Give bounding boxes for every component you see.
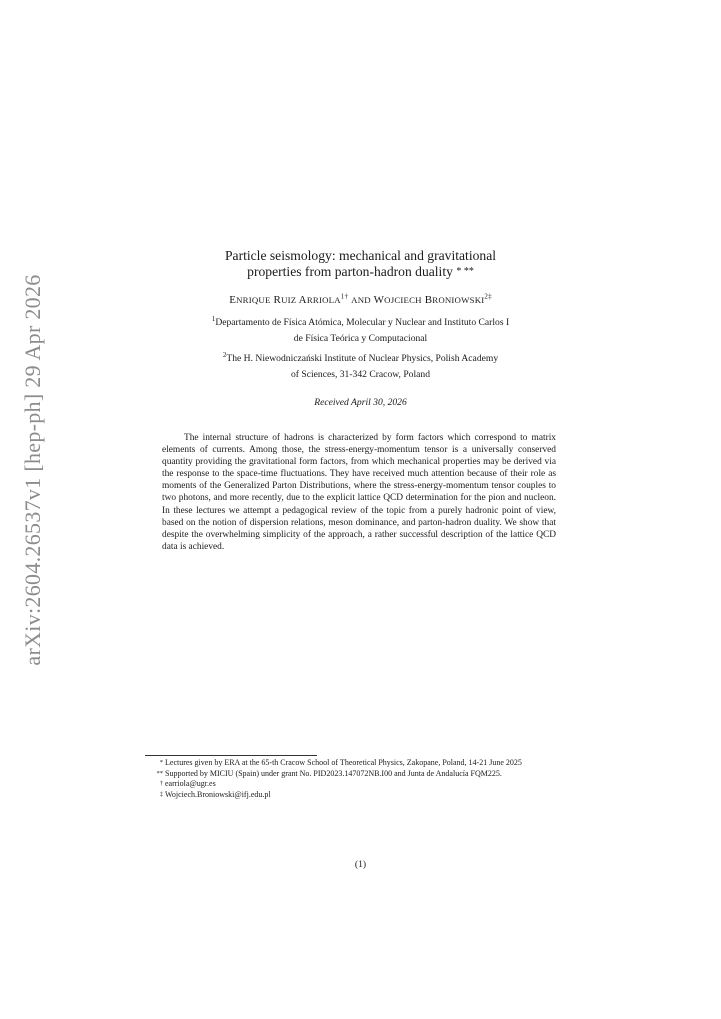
author-1: ENRIQUE RUIZ $ARRIOLA^{1\dagger}$ [229,292,349,306]
affiliation-2-line-2: of Sciences, 31-342 Cracow, Poland [291,369,430,380]
email-link-1[interactable]: earriola@ugr.es [165,779,216,789]
paper-title [0,248,721,280]
received-date: Received April 30, 2026 [314,397,407,408]
affiliation-1-line-2: de Física Teórica y Computacional [293,333,428,344]
footnote-item: ‡ Wojciech.Broniowski@ifj.edu.pl [159,789,271,799]
title-line-2: properties from parton-hadron duality * ** [247,264,474,279]
author-2: WOJCIECH $BRONIOWSKI^{2\ddagger}$ [373,292,492,306]
affiliation-2-line-1: $^2$The H. Niewodniczański Institute of Nuclear Physics, Polish Academy [222,350,499,364]
affiliation-1-line-1: $^1$Departamento de Física Atómica, Molecular y Nuclear and Instituto Carlos I [211,314,510,328]
footnote-rule [145,755,317,756]
affiliation-2 [0,351,721,383]
footnote-item: ** Supported by MICIU (Spain) under grant No. PID2023.147072NB.I00 and Junta de Andalucía FQM225. [156,768,502,778]
arxiv-id[interactable]: arXiv:2604.26537v1 [hep-ph] 29 Apr 2026 [20,274,45,666]
page-number: (1) [354,859,367,870]
footnotes [150,758,580,800]
title-line-1: Particle seismology: mechanical and gravitational [224,248,497,263]
author-conjunction: AND [351,295,371,305]
affiliation-1 [0,315,721,347]
title-footnote-marks: * ** [456,266,474,277]
email-link-2[interactable]: Wojciech.Broniowski@ifj.edu.pl [165,789,271,799]
footnote-item: † earriola@ugr.es [159,779,216,789]
abstract: The internal structure of hadrons is characterized by form factors which correspond to matrix elements of currents. Among those, the stress-energy-momentum tensor is a universally conserved quantity providing the gravitational form factors, from which mechanical properties may be derived via the response to the space-time fluctuations. They have received much attention because of their role as moments of the Generalized Parton Distributions, where the stress-energy-momentum tensor couples to two photons, and more recently, due to the explicit lattice QCD determination for the pion and nucleon. In these lectures we attempt a pedagogical review of the topic from a purely hadronic point of view, based on the notion of dispersion relations, meson dominance, and parton-hadron duality. We show that despite the overwhelming simplicity of the approach, a rather successful description of the lattice QCD data is achieved. [162,433,556,552]
footnote-item: * Lectures given by ERA at the 65-th Cracow School of Theoretical Physics, Zakopane, Poland, 14-21 June 2025 [159,758,522,767]
author-list [0,294,721,306]
